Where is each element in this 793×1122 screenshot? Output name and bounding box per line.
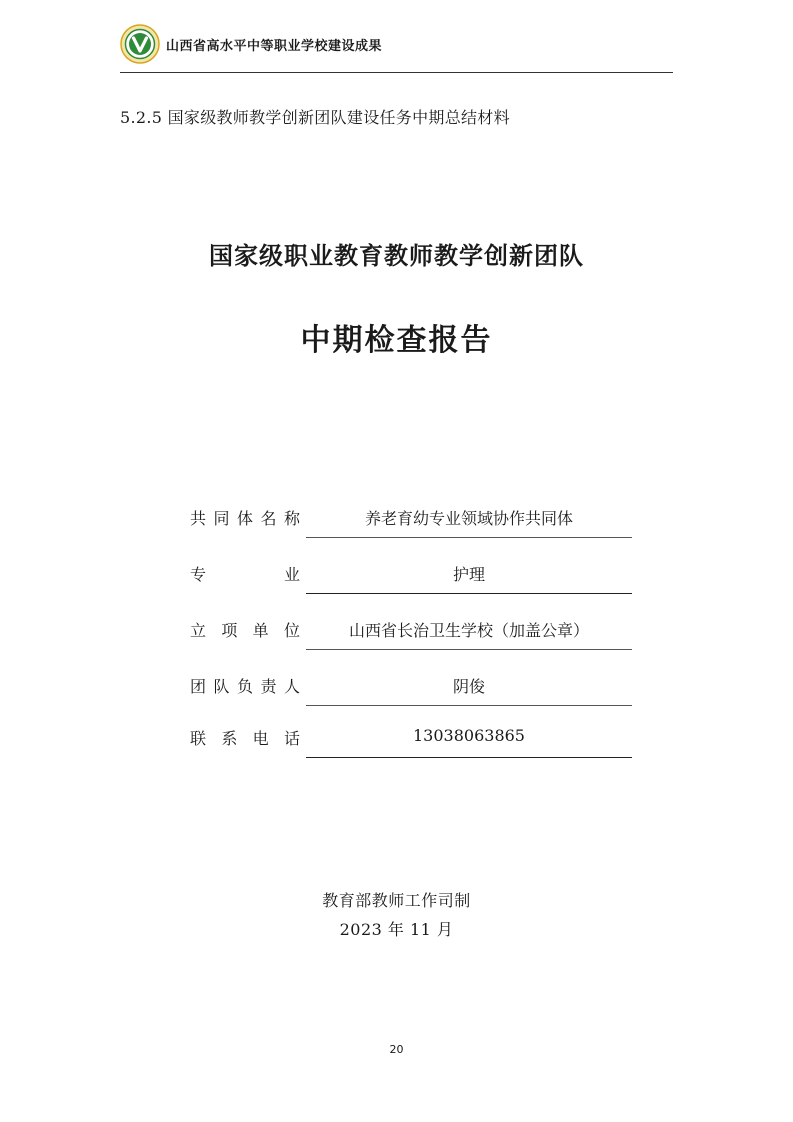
underline bbox=[306, 649, 632, 650]
label-char: 电 bbox=[252, 729, 269, 748]
label-char: 系 bbox=[221, 729, 238, 748]
school-emblem-icon bbox=[120, 24, 160, 64]
issue-date: 2023 年 11 月 bbox=[339, 920, 454, 939]
label-char: 人 bbox=[283, 677, 300, 696]
info-value: 山西省长治卫生学校（加盖公章） bbox=[348, 621, 589, 640]
label-char: 话 bbox=[283, 729, 300, 748]
underline bbox=[306, 705, 632, 706]
info-label bbox=[190, 618, 300, 641]
info-label bbox=[190, 674, 300, 697]
label-char: 名 bbox=[260, 509, 277, 528]
label-char: 称 bbox=[283, 509, 300, 528]
info-row-team-leader bbox=[190, 674, 632, 706]
underline bbox=[306, 537, 632, 538]
label-char: 体 bbox=[236, 509, 253, 528]
info-value: 护理 bbox=[452, 565, 485, 584]
info-row-unit bbox=[190, 618, 632, 650]
info-row-major bbox=[190, 562, 632, 594]
page-header bbox=[120, 22, 382, 66]
header-title: 山西省高水平中等职业学校建设成果 bbox=[166, 38, 383, 54]
label-char: 业 bbox=[283, 565, 300, 584]
info-label bbox=[190, 506, 300, 529]
label-char: 立 bbox=[190, 621, 207, 640]
report-subtitle: 中期检查报告 bbox=[300, 323, 493, 358]
info-value: 养老育幼专业领域协作共同体 bbox=[364, 509, 573, 528]
underline bbox=[306, 593, 632, 594]
label-char: 项 bbox=[221, 621, 238, 640]
info-value: 阴俊 bbox=[452, 677, 485, 696]
info-row-community-name bbox=[190, 506, 632, 538]
issuing-org: 教育部教师工作司制 bbox=[322, 891, 471, 910]
info-value: 13038063865 bbox=[413, 726, 525, 745]
header-divider bbox=[120, 72, 673, 73]
info-row-phone bbox=[190, 726, 632, 758]
report-title: 国家级职业教育教师教学创新团队 bbox=[209, 241, 584, 270]
label-char: 共 bbox=[190, 509, 207, 528]
info-label bbox=[190, 726, 300, 749]
info-label bbox=[190, 562, 300, 585]
label-char: 位 bbox=[283, 621, 300, 640]
section-label: 5.2.5 国家级教师教学创新团队建设任务中期总结材料 bbox=[120, 108, 510, 127]
label-char: 单 bbox=[252, 621, 269, 640]
underline bbox=[306, 757, 632, 758]
label-char: 联 bbox=[190, 729, 207, 748]
label-char: 专 bbox=[190, 565, 207, 584]
label-char: 团 bbox=[190, 677, 207, 696]
label-char: 负 bbox=[236, 677, 253, 696]
label-char: 责 bbox=[260, 677, 277, 696]
label-char: 队 bbox=[213, 677, 230, 696]
label-char: 同 bbox=[213, 509, 230, 528]
page-number: 20 bbox=[389, 1043, 404, 1056]
